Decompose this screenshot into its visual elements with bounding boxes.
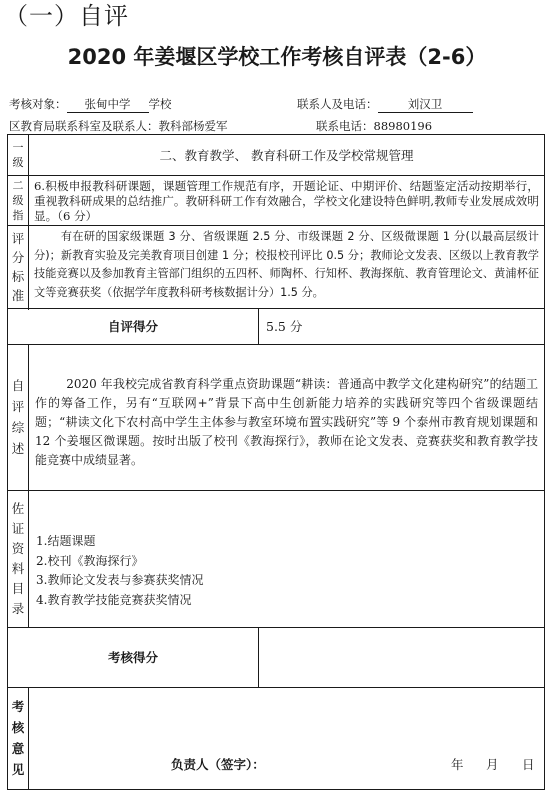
level1-value: 二、教育教学、 教育科研工作及学校常规管理 [159, 148, 414, 163]
level1-label: 一 级 [12, 141, 24, 169]
criteria-label: 评 分 标 准 [11, 230, 25, 303]
criteria-text: 有在研的国家级课题 3 分、省级课题 2.5 分、市级课题 2 分、区级微课题 1 分(以最高层级计分)；新教育实验及完美教育项目创建 1 分；校报校刊评比 0.5 分；教师论文发表、区级以上教育教学技能竞赛以及参加教育主管部门组织的五四杯、师陶杯、行知杯、教海探航、教育管理论文、黄浦杯征文等竞赛获奖（依据学年度教科研考核数据计分）1.5 分。 [34, 230, 539, 299]
school-name: 张甸中学 [67, 96, 149, 113]
school-label: 考核对象： [9, 97, 67, 111]
list-item: 4.教育教学技能竞赛获奖情况 [36, 592, 192, 607]
signature-label: 负责人（签字）： [171, 757, 265, 772]
contact-label: 联系人及电话： [297, 97, 378, 111]
list-item: 1.结题课题 [36, 534, 96, 548]
self-score-label: 自评得分 [107, 319, 158, 334]
dept-phone: 联系电话：88980196 [316, 119, 433, 133]
date-day: 日 [522, 757, 535, 772]
review-score-label: 考核得分 [107, 650, 158, 665]
document-title: 2020 年姜堰区学校工作考核自评表（2-6） [67, 45, 487, 69]
list-item: 2.校刊《教海探行》 [36, 553, 144, 568]
evaluation-table [7, 134, 545, 790]
self-score-value: 5.5 分 [266, 319, 303, 334]
contact-info [297, 96, 473, 113]
opinion-label: 考 核 意 见 [11, 699, 25, 777]
date-month: 月 [486, 757, 499, 772]
school-info [9, 96, 172, 113]
dept-contact: 区教育局联系科室及联系人：教科部杨爱军 [9, 119, 228, 133]
level2-text: 6.积极申报教科研课题，课题管理工作规范有序，开题论证、中期评价、结题鉴定活动按期举行，重视教科研成果的总结推广。教研科研工作有效融合，学校文化建设特色鲜明,教师专业发展成效明显。（6 分） [34, 179, 539, 223]
school-suffix: 学校 [148, 97, 172, 111]
level2-label: 二 级 指 [12, 178, 24, 222]
review-score-value [259, 627, 544, 687]
self-review-text: 2020 年我校完成省教育科学重点资助课题“耕读：普通高中教学文化建构研究”的结题工作的筹备工作，另有“互联网+”背景下高中生创新能力培养的实践研究等四个省级课题结题；“耕读文化下农村高中学生主体参与教室环境布置实践研究”等 9 个泰州市教育规划课题和 12 个姜堰区微课题。按时出版了校刊《教海探行》，教师在论文发表、竞赛获奖和教育教学技能竞赛中成绩显著。 [35, 377, 538, 467]
contact-name: 刘汉卫 [378, 96, 473, 113]
section-title: （一）自评 [4, 2, 129, 30]
evidence-list [36, 532, 536, 612]
list-item: 3.教师论文发表与参赛获奖情况 [36, 573, 204, 587]
self-review-label: 自 评 综 述 [11, 378, 25, 456]
evidence-label: 佐 证 资 料 目 录 [11, 500, 25, 616]
date-year: 年 [451, 757, 464, 772]
